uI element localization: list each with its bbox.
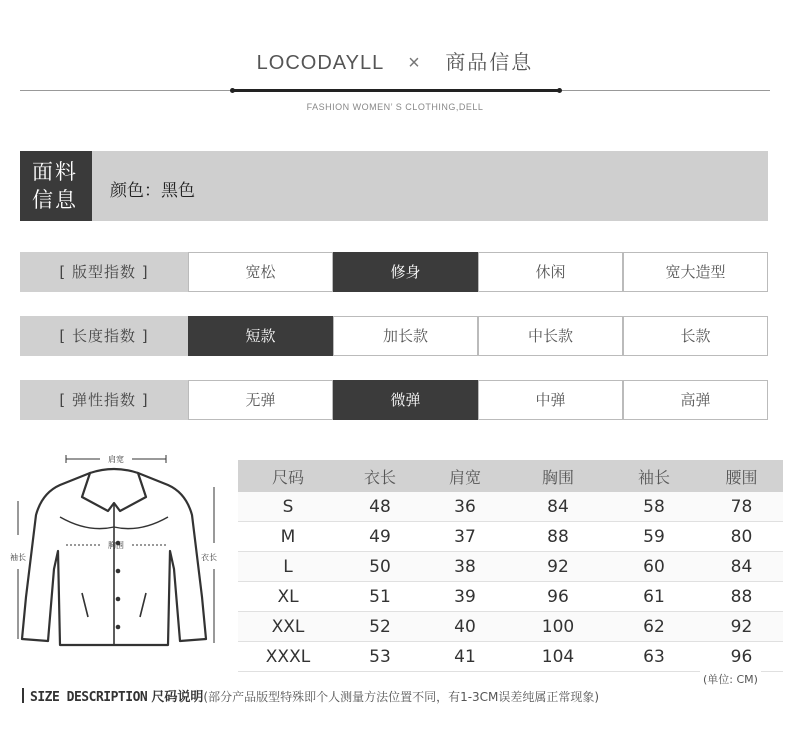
length-option-short: 短款 [188,316,333,356]
header-waist: 腰围 [725,467,758,487]
footer-bar-icon [22,688,24,703]
header-size: 尺码 [271,467,304,487]
brand-name: LOCODAYLL [256,52,384,74]
cell-chest: 88 [547,526,569,547]
cell-length: 52 [369,616,391,637]
cell-chest: 96 [547,586,569,607]
cell-length: 48 [369,496,391,517]
elasticity-option-none: 无弹 [188,380,333,420]
header-length: 衣长 [363,467,396,487]
cell-size: XXXL [265,646,311,667]
fabric-label-line2: 信息 [32,188,78,212]
cell-size: M [280,526,296,547]
header-shoulder: 肩宽 [448,467,481,487]
size-description [22,686,782,705]
cell-shoulder: 37 [454,526,476,547]
cell-sleeve: 60 [643,556,665,577]
cell-waist: 88 [730,586,753,607]
brand-separator: × [408,52,421,74]
unit-note: (单位: CM) [700,670,761,688]
cell-size: XXL [271,616,305,637]
length-option-long: 长款 [623,316,768,356]
elasticity-option-high: 高弹 [623,380,768,420]
sleeve-label: 袖长 [10,553,26,562]
header-chest: 胸围 [541,467,574,487]
cell-length: 49 [369,526,391,547]
table-row [238,522,783,552]
table-row [238,612,783,642]
cell-sleeve: 63 [643,646,665,667]
length-label: 衣长 [201,553,217,562]
cell-shoulder: 39 [454,586,476,607]
header-divider-accent [232,89,560,92]
chest-label: 胸围 [108,541,124,550]
cell-length: 51 [369,586,391,607]
fit-index-label: [ 版型指数 ] [20,252,188,292]
elasticity-option-medium: 中弹 [478,380,623,420]
cell-chest: 92 [547,556,569,577]
fit-option-slim: 修身 [333,252,478,292]
table-row [238,582,783,612]
cell-shoulder: 40 [454,616,476,637]
table-row [238,642,783,672]
cell-size: L [283,556,293,577]
table-row [238,552,783,582]
cell-shoulder: 41 [454,646,476,667]
cell-sleeve: 61 [643,586,665,607]
size-description-title: SIZE DESCRIPTION [30,690,148,705]
cell-shoulder: 36 [454,496,476,517]
cell-waist: 96 [730,646,753,667]
cell-sleeve: 58 [643,496,665,517]
cell-size: XL [277,586,299,607]
elasticity-index-label: [ 弹性指数 ] [20,380,188,420]
jacket-outline-icon [22,469,206,645]
cell-length: 50 [369,556,391,577]
length-option-extended: 加长款 [333,316,478,356]
cell-chest: 84 [547,496,569,517]
length-index-row [20,316,768,356]
jacket-measurement-diagram [8,447,233,657]
elasticity-option-slight: 微弹 [333,380,478,420]
shoulder-label: 肩宽 [108,455,124,464]
size-table-header [238,460,783,492]
size-description-note: (部分产品版型特殊即个人测量方法位置不同，有1-3CM误差纯属正常现象) [203,690,600,704]
header-sleeve: 袖长 [637,467,670,487]
cell-sleeve: 59 [643,526,665,547]
cell-waist: 92 [730,616,753,637]
fit-option-oversized: 宽大造型 [623,252,768,292]
cell-size: S [282,496,294,517]
size-table-body [238,492,783,672]
cell-chest: 100 [541,616,575,637]
fit-option-casual: 休闲 [478,252,623,292]
cell-shoulder: 38 [454,556,476,577]
length-index-label: [ 长度指数 ] [20,316,188,356]
fabric-color-text: 颜色：黑色 [110,181,195,201]
size-description-title-cn: 尺码说明 [151,690,204,705]
cell-sleeve: 62 [643,616,665,637]
table-row [238,492,783,522]
elasticity-index-row [20,380,768,420]
cell-length: 53 [369,646,391,667]
size-table [238,460,783,672]
cell-waist: 78 [730,496,753,517]
header-subtitle: FASHION WOMEN’ S CLOTHING,DELL [306,102,484,112]
cell-chest: 104 [541,646,575,667]
fabric-info-panel [20,151,768,221]
length-option-mid: 中长款 [478,316,623,356]
cell-waist: 84 [730,556,753,577]
cell-waist: 80 [730,526,753,547]
page-title: 商品信息 [445,50,534,74]
fit-index-row [20,252,768,292]
fabric-info-label [20,151,92,221]
fabric-label-line1: 面料 [32,160,78,184]
fit-option-loose: 宽松 [188,252,333,292]
brand-header [0,46,790,75]
